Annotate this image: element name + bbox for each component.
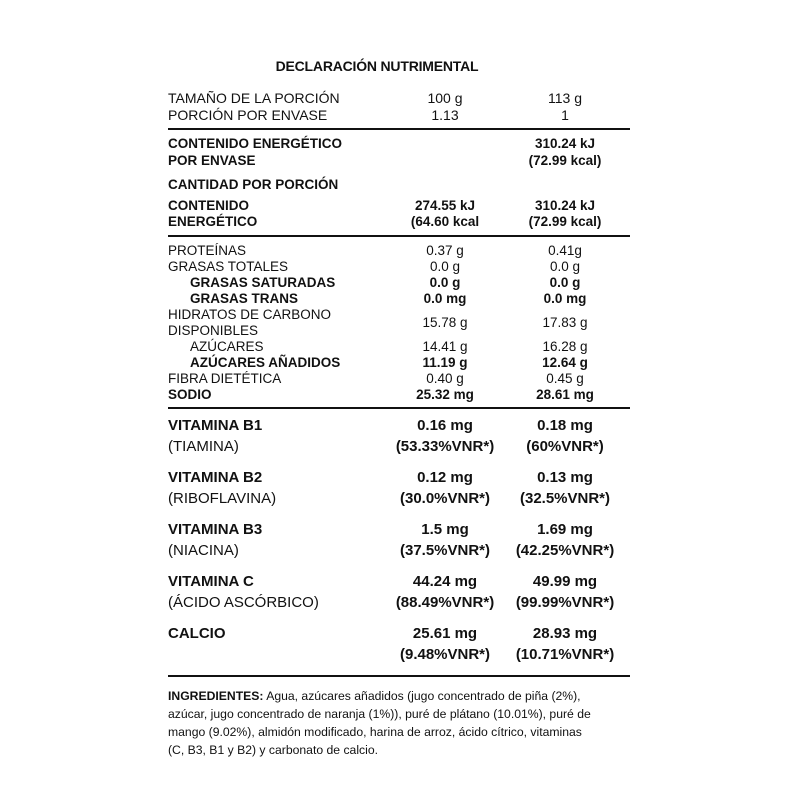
vitamin-block <box>168 571 630 613</box>
nutrient-row <box>168 275 630 291</box>
nutrient-value-100g: 15.78 g <box>422 314 468 330</box>
vitamin-vnr-portion: (10.71%VNR*) <box>515 645 615 663</box>
vitamin-subname: (ÁCIDO ASCÓRBICO) <box>168 593 319 611</box>
vitamins-list <box>168 415 630 665</box>
vitamin-subname: (TIAMINA) <box>168 437 239 455</box>
nutrition-facts-panel <box>168 58 630 759</box>
ingredients-line: azúcar, jugo concentrado de naranja (1%)), puré de plátano (10.01%), puré de <box>168 706 591 721</box>
panel-title: DECLARACIÓN NUTRIMENTAL <box>275 58 479 74</box>
nutrient-label: HIDRATOS DE CARBONO DISPONIBLES <box>168 306 332 338</box>
nutrient-value-100g: 0.0 g <box>429 274 461 290</box>
serving-info <box>168 90 630 124</box>
nutrient-row <box>168 291 630 307</box>
nutrient-value-100g: 11.19 g <box>422 354 468 370</box>
ingredients-block <box>168 687 630 759</box>
divider <box>168 675 630 677</box>
vitamin-vnr-100g: (30.0%VNR*) <box>399 489 491 507</box>
vitamin-subname: (RIBOFLAVINA) <box>168 489 277 507</box>
energy-container-kcal: (72.99 kcal) <box>528 152 602 168</box>
vitamin-value-100g: 44.24 mg <box>412 572 478 590</box>
nutrient-row <box>168 387 630 403</box>
nutrient-value-portion: 0.0 mg <box>543 290 587 306</box>
vitamin-vnr-100g: (88.49%VNR*) <box>395 593 495 611</box>
nutrient-value-100g: 0.0 g <box>429 258 461 274</box>
nutrient-row <box>168 307 630 339</box>
vitamin-value-portion: 0.13 mg <box>537 468 593 486</box>
vitamin-vnr-portion: (99.99%VNR*) <box>515 593 615 611</box>
nutrient-row <box>168 355 630 371</box>
divider <box>168 235 630 237</box>
nutrient-value-portion: 16.28 g <box>542 338 588 354</box>
vitamin-value-portion: 1.69 mg <box>537 520 593 538</box>
serving-size-portion: 113 g <box>548 90 582 106</box>
nutrient-value-portion: 0.41g <box>548 242 582 258</box>
nutrient-value-100g: 0.37 g <box>426 242 464 258</box>
nutrient-label: PROTEÍNAS <box>168 242 247 258</box>
nutrient-value-100g: 0.0 mg <box>423 290 467 306</box>
nutrient-label: GRASAS TRANS <box>190 290 299 306</box>
serving-size-row <box>168 90 630 107</box>
nutrient-value-portion: 0.45 g <box>546 370 584 386</box>
nutrient-label: FIBRA DIETÉTICA <box>168 370 282 386</box>
nutrient-row <box>168 259 630 275</box>
energy-label-2: ENERGÉTICO <box>168 214 258 229</box>
energy-kj-100g: 274.55 kJ <box>414 197 476 213</box>
vitamin-vnr-100g: (37.5%VNR*) <box>399 541 491 559</box>
nutrients-list <box>168 243 630 403</box>
vitamin-vnr-100g: (9.48%VNR*) <box>399 645 491 663</box>
servings-per-container-row <box>168 107 630 124</box>
vitamin-value-100g: 1.5 mg <box>421 520 469 538</box>
energy-container-label-1: CONTENIDO ENERGÉTICO <box>168 136 343 151</box>
nutrient-value-portion: 12.64 g <box>542 354 588 370</box>
nutrient-label: AZÚCARES AÑADIDOS <box>190 354 341 370</box>
nutrient-label: AZÚCARES <box>190 338 264 354</box>
ingredients-line <box>168 687 630 705</box>
servings-100g: 1.13 <box>431 107 459 123</box>
nutrient-value-100g: 0.40 g <box>426 370 464 386</box>
vitamin-name: VITAMINA B1 <box>168 416 263 434</box>
ingredients-line: (C, B3, B1 y B2) y carbonato de calcio. <box>168 742 378 757</box>
vitamin-name: VITAMINA B2 <box>168 468 263 486</box>
ingredients-label: INGREDIENTES: <box>168 688 264 703</box>
nutrient-value-portion: 17.83 g <box>542 314 588 330</box>
divider <box>168 407 630 409</box>
vitamin-value-portion: 28.93 mg <box>532 624 598 642</box>
per-portion-heading-row <box>168 177 630 194</box>
energy-block <box>168 198 630 231</box>
energy-container-label-2: POR ENVASE <box>168 152 256 168</box>
vitamin-vnr-portion: (32.5%VNR*) <box>519 489 611 507</box>
vitamin-block <box>168 519 630 561</box>
vitamin-vnr-portion: (42.25%VNR*) <box>515 541 615 559</box>
vitamin-block <box>168 467 630 509</box>
energy-kcal-100g: (64.60 kcal <box>410 214 480 229</box>
nutrient-value-100g: 25.32 mg <box>416 386 474 402</box>
vitamin-value-portion: 49.99 mg <box>532 572 598 590</box>
nutrient-row <box>168 339 630 355</box>
servings-label: PORCIÓN POR ENVASE <box>168 107 328 123</box>
nutrient-row <box>168 371 630 387</box>
serving-size-100g: 100 g <box>427 90 463 106</box>
energy-kcal-portion: (72.99 kcal) <box>528 214 602 229</box>
energy-label-1: CONTENIDO <box>168 197 249 213</box>
ingredients-line: mango (9.02%), almidón modificado, harina de arroz, ácido cítrico, vitaminas <box>168 724 582 739</box>
nutrient-value-portion: 0.0 g <box>549 258 581 274</box>
energy-kj-portion: 310.24 kJ <box>534 197 596 213</box>
energy-container-block <box>168 136 630 169</box>
serving-size-label: TAMAÑO DE LA PORCIÓN <box>168 90 340 106</box>
nutrient-label: GRASAS SATURADAS <box>190 274 336 290</box>
vitamin-value-portion: 0.18 mg <box>537 416 593 434</box>
servings-portion: 1 <box>561 107 569 123</box>
nutrient-value-100g: 14.41 g <box>422 338 468 354</box>
vitamin-name: VITAMINA C <box>168 572 254 590</box>
vitamin-vnr-100g: (53.33%VNR*) <box>395 437 495 455</box>
energy-container-kj: 310.24 kJ <box>534 136 596 151</box>
vitamin-value-100g: 0.12 mg <box>417 468 473 486</box>
nutrient-row <box>168 243 630 259</box>
divider <box>168 128 630 130</box>
per-portion-heading: CANTIDAD POR PORCIÓN <box>168 177 339 192</box>
vitamin-block <box>168 415 630 457</box>
vitamin-name: CALCIO <box>168 624 226 642</box>
vitamin-value-100g: 0.16 mg <box>417 416 473 434</box>
nutrient-value-portion: 0.0 g <box>549 274 581 290</box>
nutrient-label: SODIO <box>168 386 212 402</box>
ingredients-text: Agua, azúcares añadidos (jugo concentrado de piña (2%), <box>263 688 581 703</box>
vitamin-name: VITAMINA B3 <box>168 520 263 538</box>
vitamin-vnr-portion: (60%VNR*) <box>526 437 604 455</box>
vitamin-subname: (NIACINA) <box>168 541 239 559</box>
nutrient-label: GRASAS TOTALES <box>168 258 289 274</box>
nutrient-value-portion: 28.61 mg <box>536 386 594 402</box>
vitamin-block <box>168 623 630 665</box>
vitamin-value-100g: 25.61 mg <box>412 624 478 642</box>
